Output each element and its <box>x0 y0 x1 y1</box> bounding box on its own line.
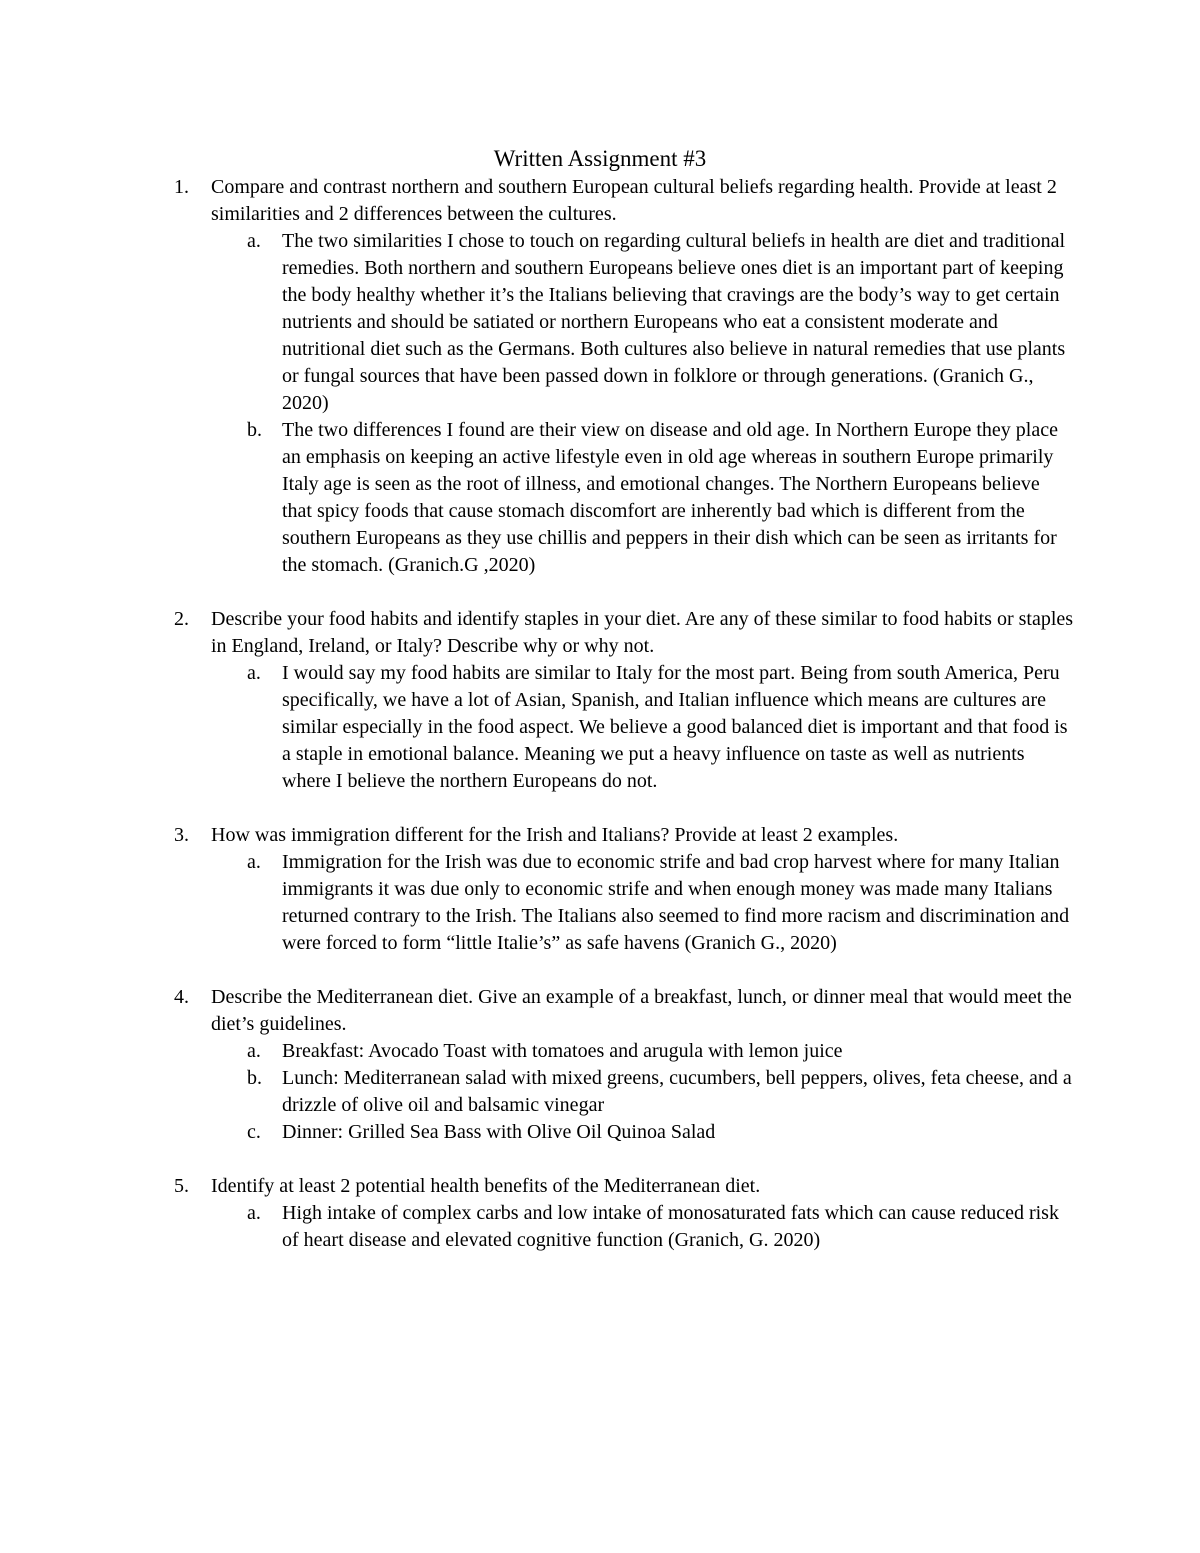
question-number: 1. <box>174 176 189 198</box>
answer-list <box>211 660 1074 795</box>
answer-item <box>211 228 1074 417</box>
answer-list <box>211 1200 1074 1254</box>
question-number: 2. <box>174 608 189 630</box>
question-prompt: Identify at least 2 potential health benefits of the Mediterranean diet. <box>211 1175 761 1197</box>
document-title: Written Assignment #3 <box>493 146 707 171</box>
question-number: 4. <box>174 986 189 1008</box>
answer-text: Breakfast: Avocado Toast with tomatoes and arugula with lemon juice <box>282 1040 843 1062</box>
answer-list <box>211 1038 1074 1146</box>
answer-item <box>211 849 1074 957</box>
question-5 <box>174 1173 1074 1254</box>
question-3 <box>174 822 1074 957</box>
question-list <box>174 174 1074 1281</box>
answer-item <box>211 1038 1074 1065</box>
answer-item <box>211 1200 1074 1254</box>
question-number: 5. <box>174 1175 189 1197</box>
question-2 <box>174 606 1074 795</box>
answer-letter: b. <box>247 419 262 441</box>
question-4 <box>174 984 1074 1146</box>
question-prompt: Compare and contrast northern and southern European cultural beliefs regarding health. Provide at least 2 similarities and 2 differences between the cultures. <box>211 176 1057 225</box>
answer-text: Immigration for the Irish was due to economic strife and bad crop harvest where for many Italian immigrants it was due only to economic strife and when enough money was made many Italians returned contrary to the Irish. The Italians also seemed to find more racism and discrimination and were forced to form “little Italie’s” as safe havens (Granich G., 2020) <box>282 851 1070 954</box>
answer-item <box>211 1119 1074 1146</box>
answer-letter: a. <box>247 1040 261 1062</box>
answer-letter: a. <box>247 851 261 873</box>
question-prompt: How was immigration different for the Irish and Italians? Provide at least 2 examples. <box>211 824 899 846</box>
answer-letter: a. <box>247 1202 261 1224</box>
answer-text: The two similarities I chose to touch on regarding cultural beliefs in health are diet and traditional remedies. Both northern and southern Europeans believe ones diet is an important part of keeping the body healthy whether it’s the Italians believing that cravings are the body’s way to get certain nutrients and should be satiated or northern Europeans who eat a consistent moderate and nutritional diet such as the Germans. Both cultures also believe in natural remedies that use plants or fungal sources that have been passed down in folklore or through generations. (Granich G., 2020) <box>282 230 1066 414</box>
answer-letter: c. <box>247 1121 261 1143</box>
answer-text: Lunch: Mediterranean salad with mixed greens, cucumbers, bell peppers, olives, feta cheese, and a drizzle of olive oil and balsamic vinegar <box>282 1067 1072 1116</box>
answer-text: The two differences I found are their view on disease and old age. In Northern Europe they place an emphasis on keeping an active lifestyle even in old age whereas in southern Europe primarily Italy age is seen as the root of illness, and emotional changes. The Northern Europeans believe that spicy foods that cause stomach discomfort are inherently bad which is different from the southern Europeans as they use chillis and peppers in their dish which can be seen as irritants for the stomach. (Granich.G ,2020) <box>282 419 1058 576</box>
question-number: 3. <box>174 824 189 846</box>
answer-item <box>211 417 1074 579</box>
answer-letter: a. <box>247 230 261 252</box>
question-prompt: Describe the Mediterranean diet. Give an example of a breakfast, lunch, or dinner meal that would meet the diet’s guidelines. <box>211 986 1072 1035</box>
answer-text: Dinner: Grilled Sea Bass with Olive Oil Quinoa Salad <box>282 1121 716 1143</box>
answer-item <box>211 1065 1074 1119</box>
question-1 <box>174 174 1074 579</box>
answer-text: I would say my food habits are similar to Italy for the most part. Being from south America, Peru specifically, we have a lot of Asian, Spanish, and Italian influence which means are cultures are similar especially in the food aspect. We believe a good balanced diet is important and that food is a staple in emotional balance. Meaning we put a heavy influence on taste as well as nutrients where I believe the northern Europeans do not. <box>282 662 1068 792</box>
answer-letter: a. <box>247 662 261 684</box>
question-prompt: Describe your food habits and identify staples in your diet. Are any of these similar to food habits or staples in England, Ireland, or Italy? Describe why or why not. <box>211 608 1074 657</box>
answer-list <box>211 849 1074 957</box>
answer-list <box>211 228 1074 579</box>
answer-text: High intake of complex carbs and low intake of monosaturated fats which can cause reduced risk of heart disease and elevated cognitive function (Granich, G. 2020) <box>282 1202 1059 1251</box>
answer-item <box>211 660 1074 795</box>
answer-letter: b. <box>247 1067 262 1089</box>
